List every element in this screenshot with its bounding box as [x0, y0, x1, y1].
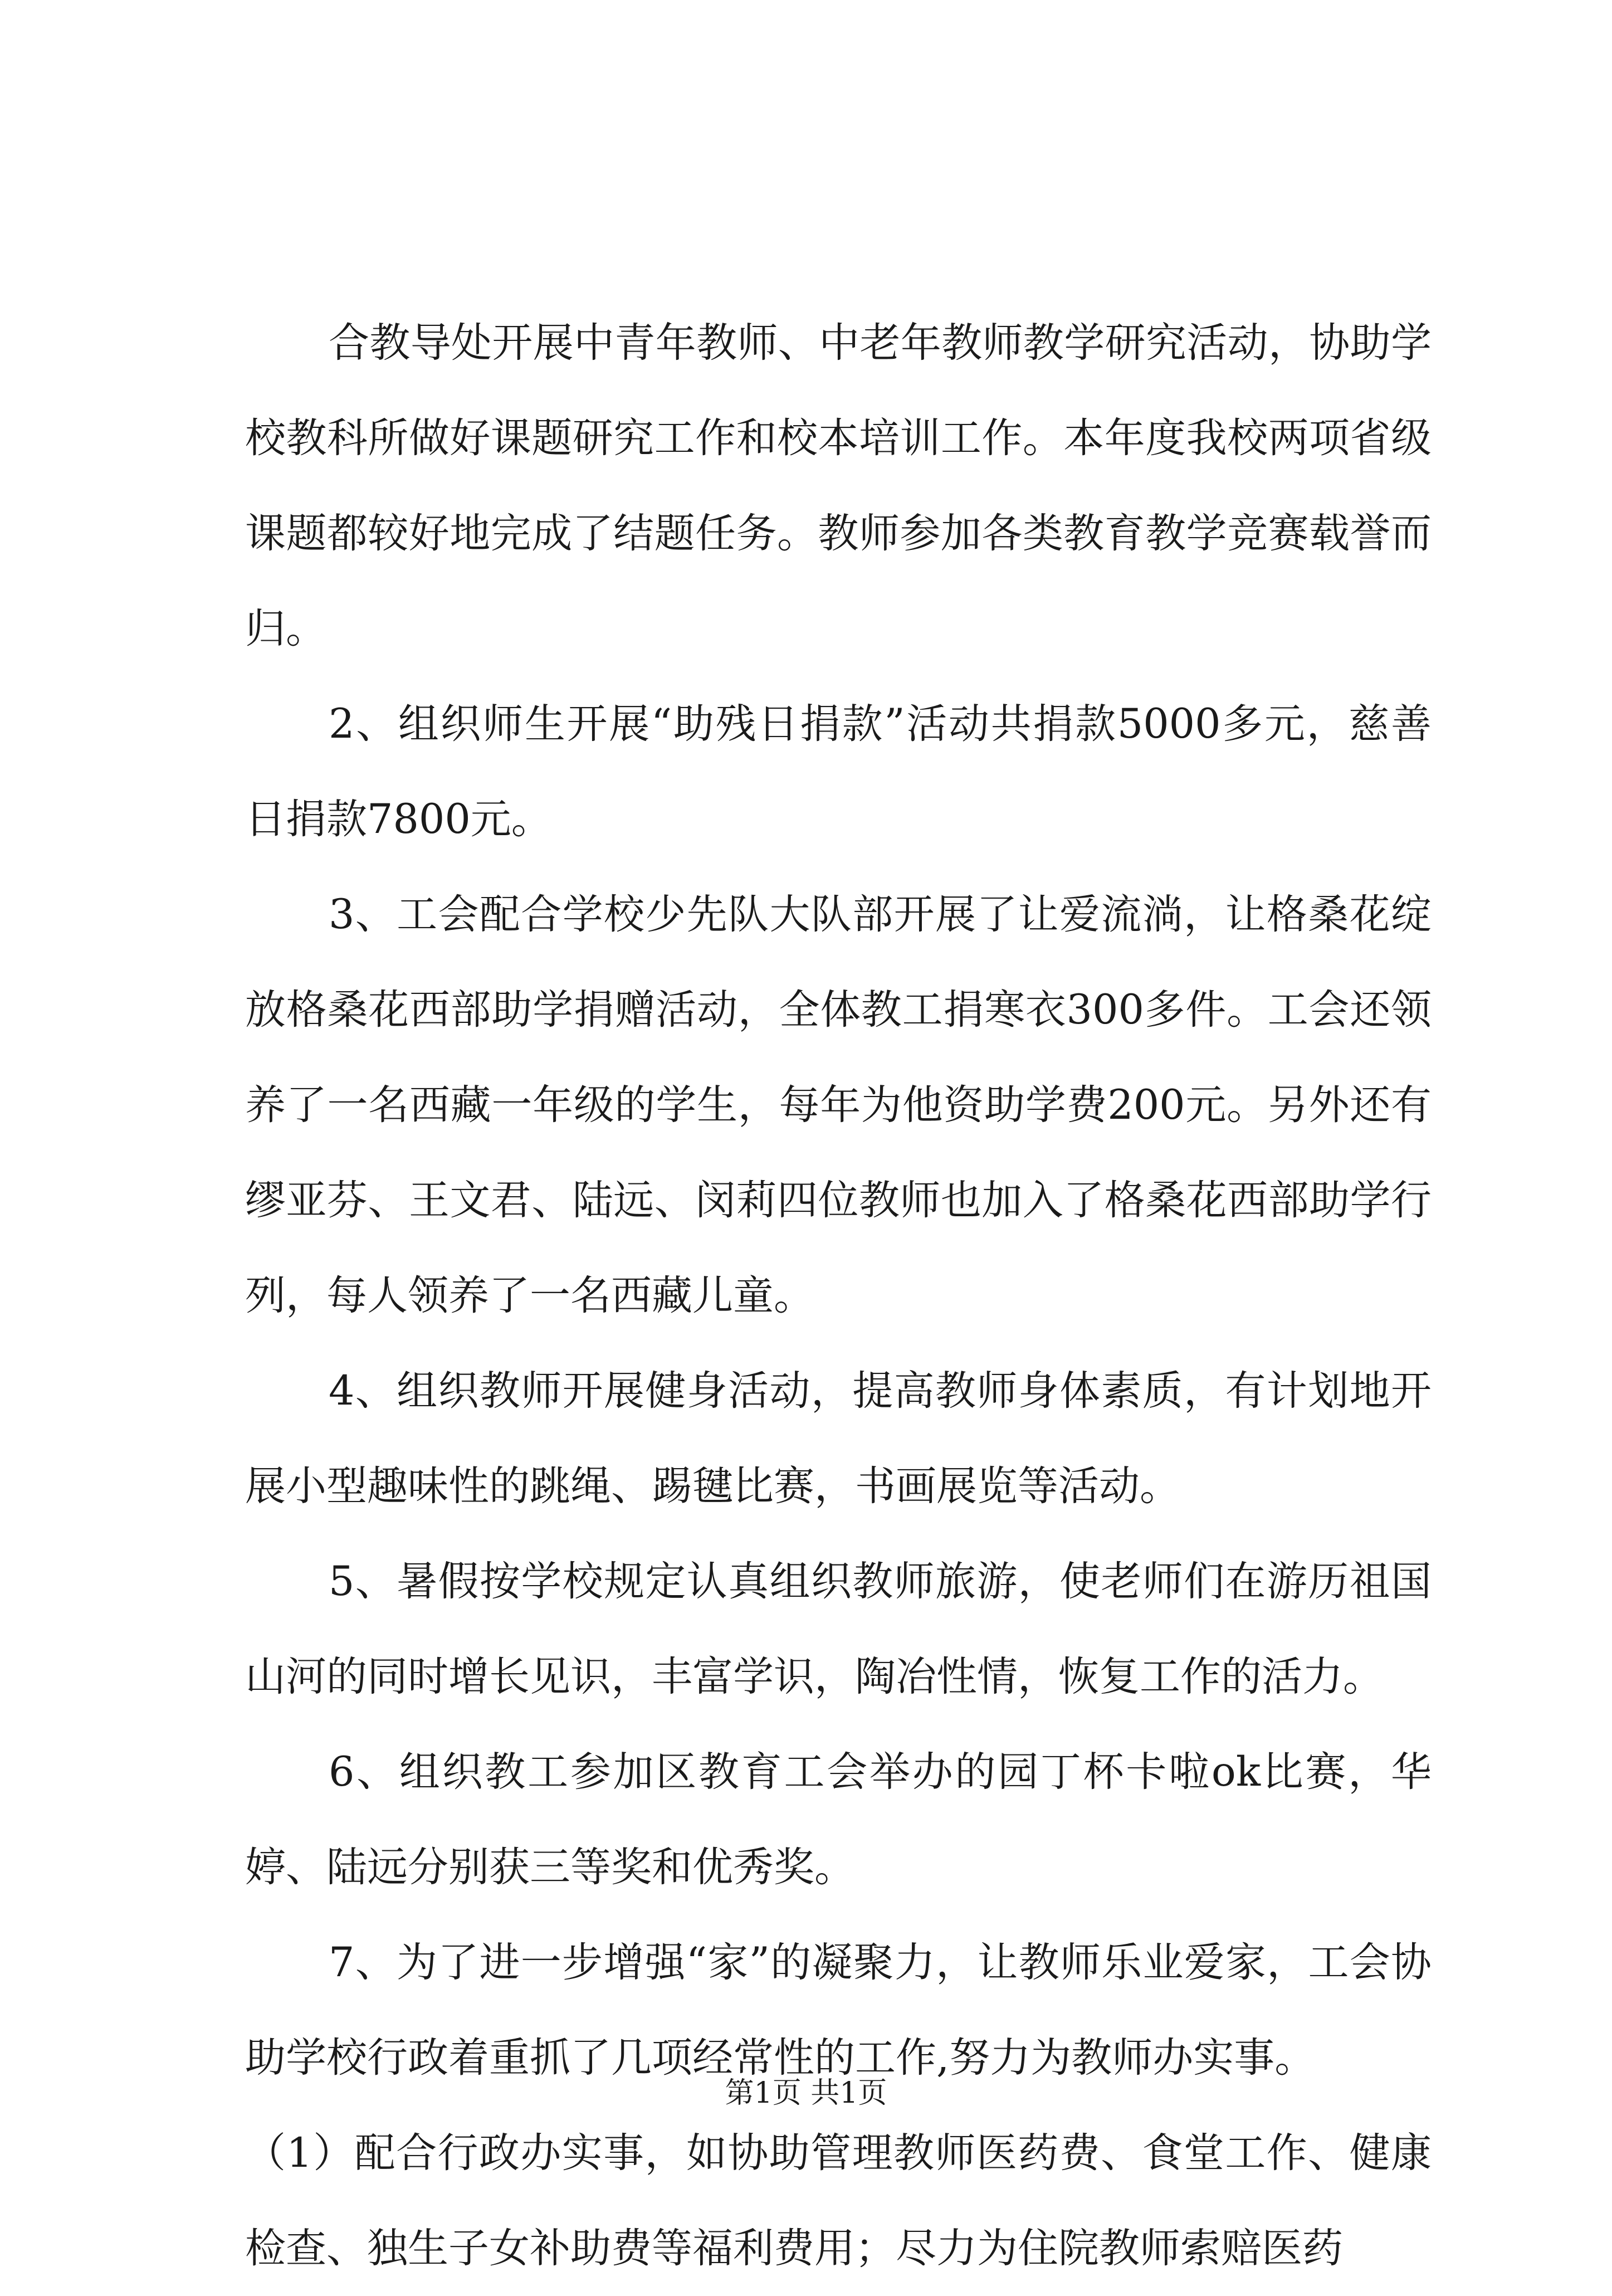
paragraph-1: 合教导处开展中青年教师、中老年教师教学研究活动，协助学校教科所做好课题研究工作和校本培训工作。本年度我校两项省级课题都较好地完成了结题任务。教师参加各类教育教学竞赛载誉而归。: [245, 319, 1432, 652]
paragraph-2: 2、组织师生开展“助残日捐款”活动共捐款5000多元，慈善日捐款7800元。: [245, 700, 1432, 843]
page-number-label: 第1页 共1页: [725, 2076, 887, 2110]
paragraph-6: 6、组织教工参加区教育工会举办的园丁杯卡啦ok比赛，华婷、陆远分别获三等奖和优秀奖。: [245, 1748, 1432, 1891]
paragraph-3: 3、工会配合学校少先队大队部开展了让爱流淌，让格桑花绽放格桑花西部助学捐赠活动，全体教工捐寒衣300多件。工会还领养了一名西藏一年级的学生，每年为他资助学费200元。另外还有缪亚芬、王文君、陆远、闵莉四位教师也加入了格桑花西部助学行列，每人领养了一名西藏儿童。: [245, 891, 1432, 1319]
paragraph-8: （1）配合行政办实事，如协助管理教师医药费、食堂工作、健康检查、独生子女补助费等福利费用；尽力为住院教师索赔医药: [245, 2129, 1432, 2272]
paragraph-7: 7、为了进一步增强“家”的凝聚力，让教师乐业爱家，工会协助学校行政着重抓了几项经常性的工作,努力为教师办实事。: [245, 1939, 1432, 2081]
paragraph-4: 4、组织教师开展健身活动，提高教师身体素质，有计划地开展小型趣味性的跳绳、踢毽比赛，书画展览等活动。: [245, 1367, 1432, 1510]
paragraph-5: 5、暑假按学校规定认真组织教师旅游，使老师们在游历祖国山河的同时增长见识，丰富学识，陶冶性情，恢复工作的活力。: [245, 1558, 1432, 1700]
page-footer: [0, 2074, 1612, 2113]
document-body: [245, 295, 1432, 2296]
